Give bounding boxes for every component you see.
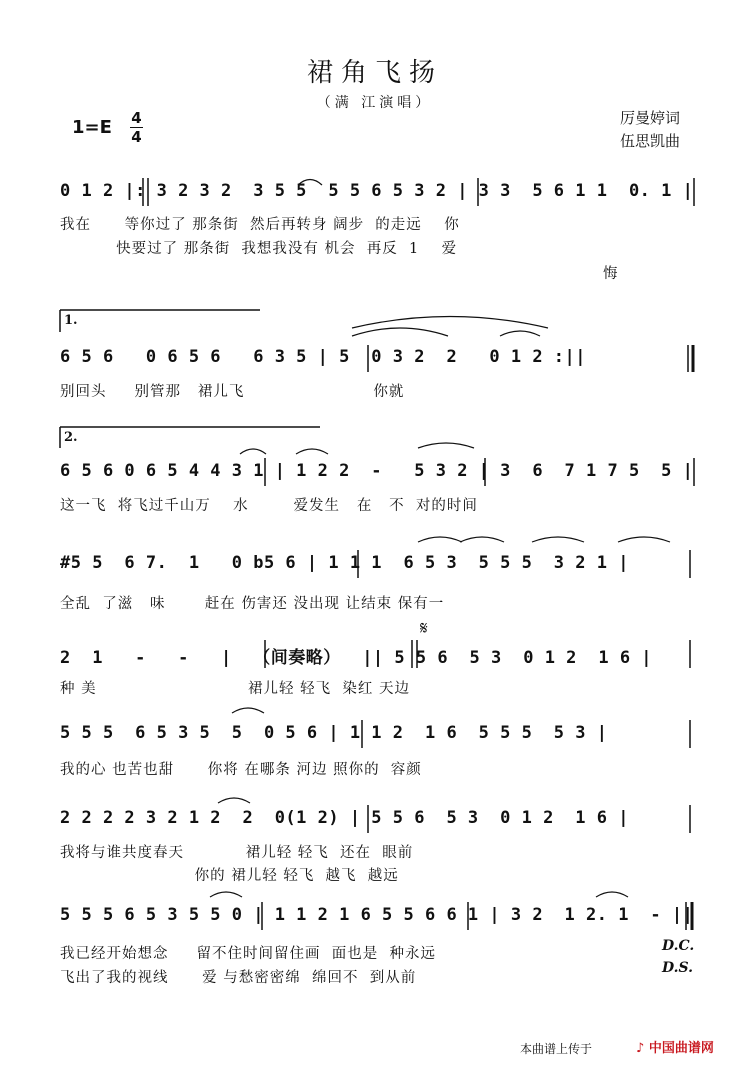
lyric-line-7a: 我将与谁共度春天 裙儿轻 轻飞 还在 眼前 [60, 845, 414, 861]
lyric-line-1a: 我在 等你过了 那条街 然后再转身 阔步 的走远 你 [60, 217, 460, 233]
page-title: 裙角飞扬 [306, 58, 443, 88]
lyricist-credit: 厉曼婷词 [620, 109, 681, 127]
key-signature: 1=E [72, 117, 112, 138]
lyric-line-3: 这一飞 将飞过千山万 水 爱发生 在 不 对的时间 [60, 498, 478, 514]
lyric-line-1c: 悔 [603, 266, 619, 282]
lyric-line-2: 别回头 别管那 裙儿飞 你就 [60, 384, 405, 400]
ds-mark: D.S. [662, 960, 694, 976]
score-line-4: #5 5 6 7. 1 0 b5 6 | 1 1 1 6 5 3 5 5 5 3 2 1 | [60, 553, 629, 573]
lyric-line-8a: 我已经开始想念 留不住时间留住画 面也是 种永远 [60, 946, 436, 962]
time-top: 4 [131, 109, 142, 127]
segno-sign: 𝄋 [420, 618, 428, 639]
composer-credit: 伍思凯曲 [620, 132, 681, 150]
lyric-line-4: 全乱 了滋 味 赶在 伤害还 没出现 让结束 保有一 [60, 596, 445, 612]
music-note-icon: ♪ [636, 1041, 645, 1056]
upload-text: 本曲谱上传于 [520, 1042, 593, 1056]
singer-subtitle: （满 江演唱） [316, 95, 434, 111]
volta-1: 1. [64, 313, 78, 328]
dc-mark: D.C. [662, 938, 695, 954]
score-line-7: 2 2 2 2 3 2 1 2 2 0(1 2) | 5 5 6 5 3 0 1 2 1 6 | [60, 808, 629, 828]
lyric-line-8b: 飞出了我的视线 爱 与愁密密绵 绵回不 到从前 [60, 970, 417, 986]
score-line-8: 5 5 5 6 5 3 5 5 0 | 1 1 2 1 6 5 5 6 6 1 | 3 2 1 2. 1 - || [60, 905, 694, 925]
score-line-1: 0 1 2 |: 3 2 3 2 3 5 5 5 5 6 5 3 2 | 3 3 5 6 1 1 0. 1 | [60, 181, 694, 201]
lyric-line-1b: 快要过了 那条街 我想我没有 机会 再反 1 爱 [60, 241, 458, 257]
score-line-5: 2 1 - - | （间奏略） || 5 5 6 5 3 0 1 2 1 6 | [60, 648, 653, 668]
lyric-line-7b: 你的 裙儿轻 轻飞 越飞 越远 [60, 868, 399, 884]
site-name: 中国曲谱网 [648, 1041, 714, 1056]
score-line-3: 6 5 6 0 6 5 4 4 3 1 | 1 2 2 - 5 3 2 | 3 6 7 1 7 5 5 | [60, 461, 694, 481]
score-line-6: 5 5 5 6 5 3 5 5 0 5 6 | 1 1 2 1 6 5 5 5 5 3 | [60, 723, 608, 743]
score-line-2: 6 5 6 0 6 5 6 6 3 5 | 5 0 3 2 2 0 1 2 :|| [60, 347, 587, 367]
site-logo[interactable] [636, 1037, 714, 1056]
volta-2: 2. [64, 430, 78, 445]
lyric-line-5: 种 美 裙儿轻 轻飞 染红 天边 [60, 681, 410, 697]
time-bottom: 4 [131, 128, 142, 146]
lyric-line-6: 我的心 也苦也甜 你将 在哪条 河边 照你的 容颜 [60, 762, 422, 778]
time-signature [130, 110, 143, 145]
